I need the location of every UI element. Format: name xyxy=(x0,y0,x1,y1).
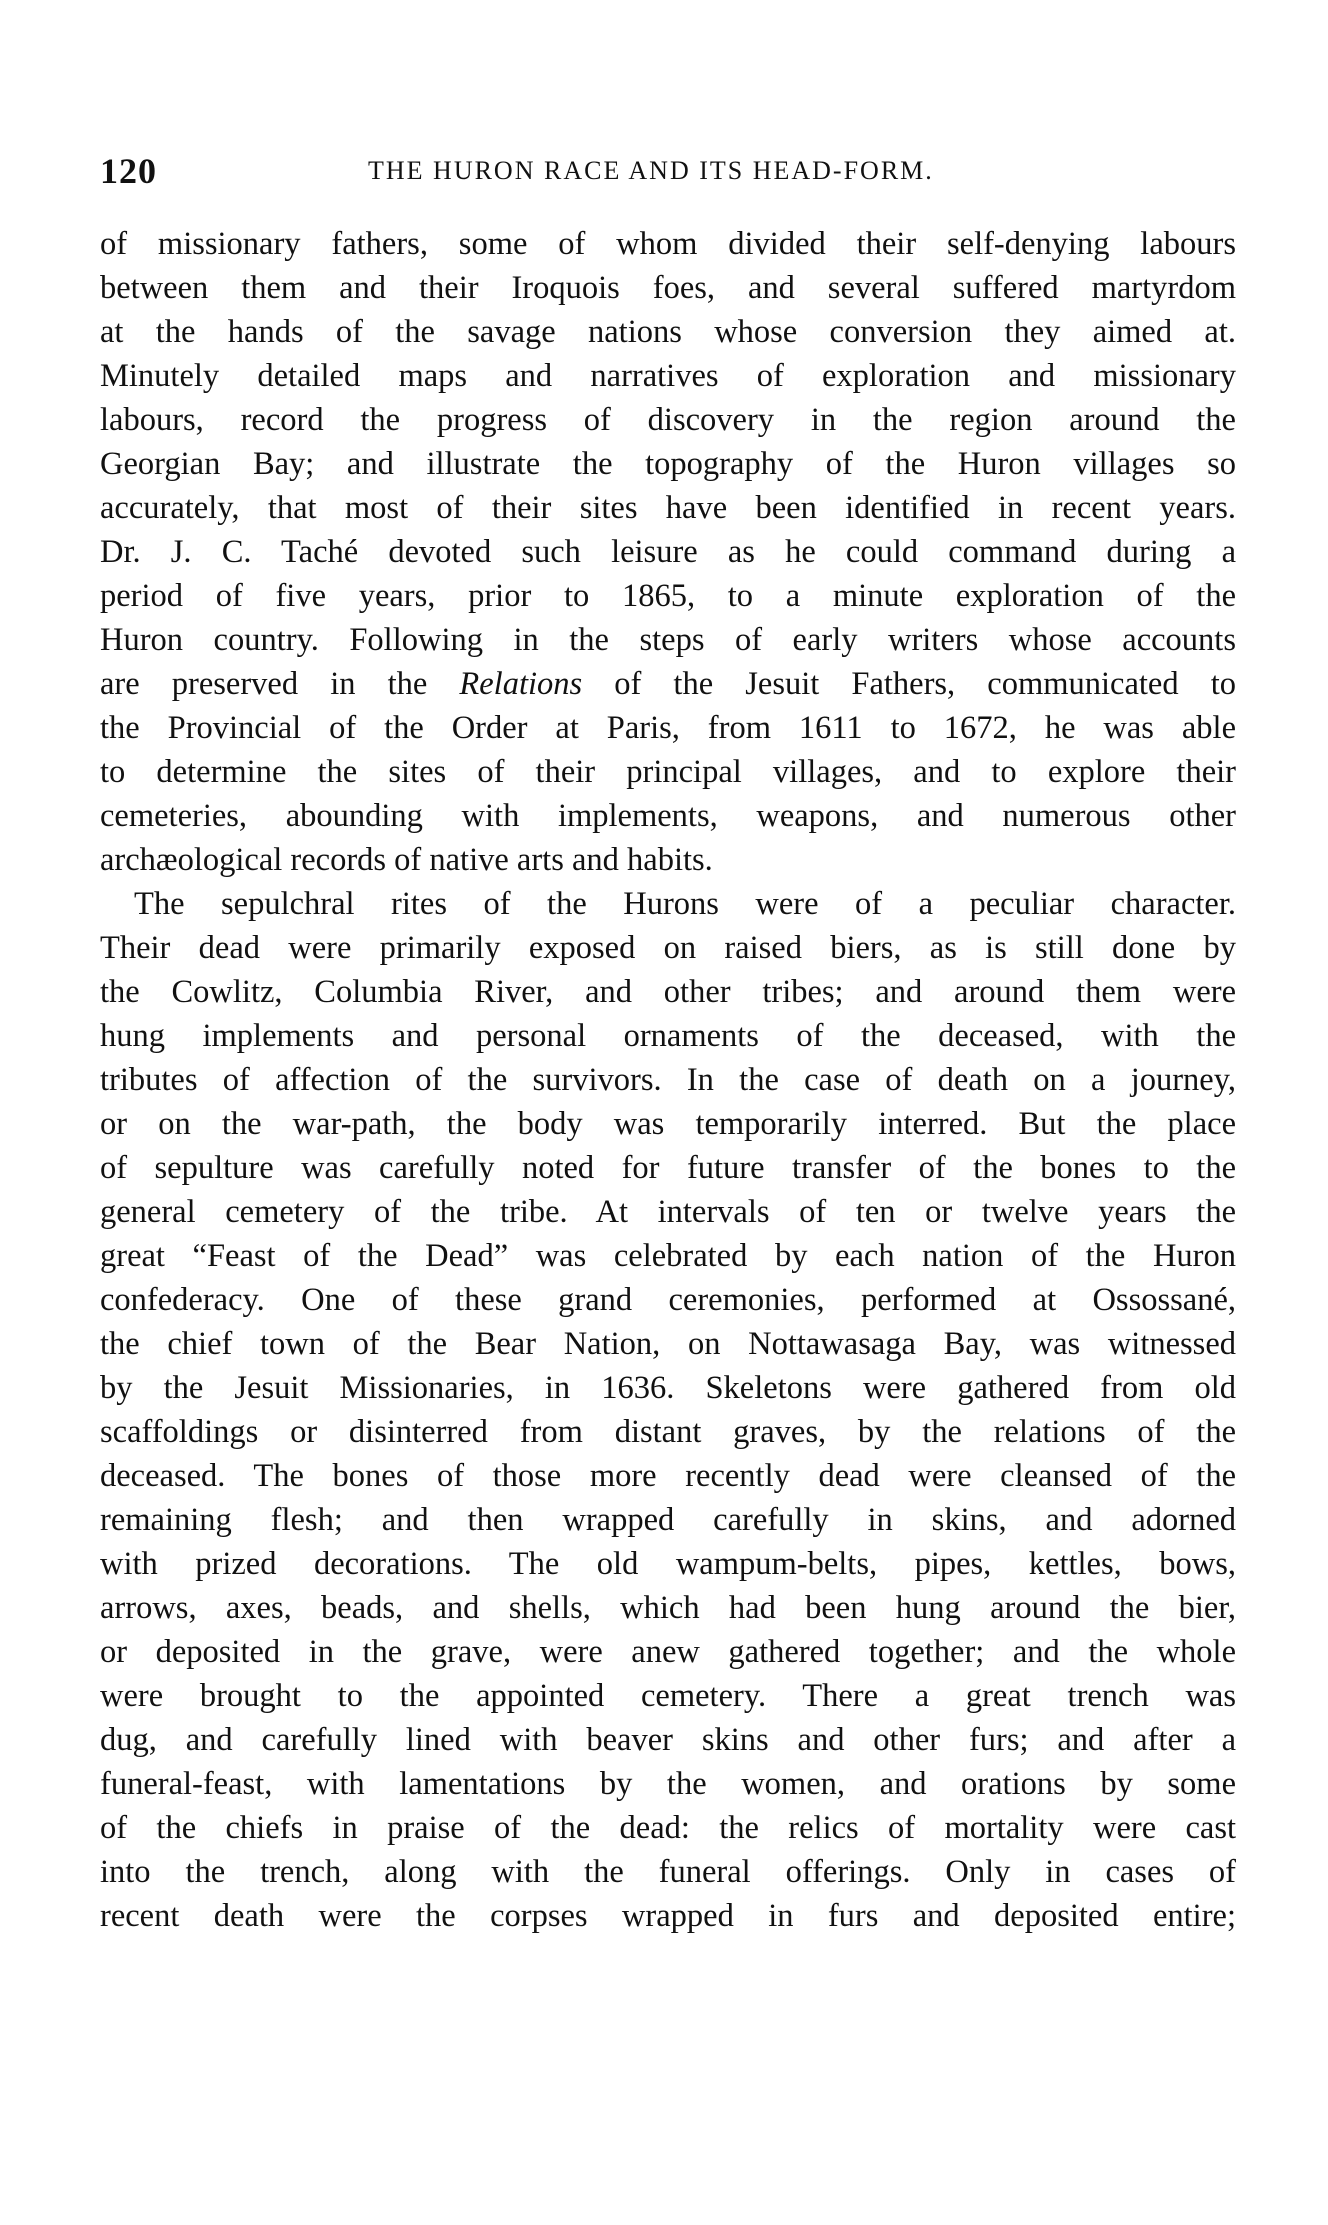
text-line: of the chiefs in praise of the dead: the relics of mortality were cast xyxy=(100,1810,1236,1846)
text-line: Minutely detailed maps and narratives of exploration and missionary xyxy=(100,358,1236,394)
text-line: confederacy. One of these grand ceremonies, performed at Ossossané, xyxy=(100,1282,1236,1318)
text-line: the Cowlitz, Columbia River, and other tribes; and around them were xyxy=(100,974,1236,1010)
text-line: period of five years, prior to 1865, to a minute exploration of the xyxy=(100,578,1236,614)
text-line: hung implements and personal ornaments of the deceased, with the xyxy=(100,1018,1236,1054)
text-line: The sepulchral rites of the Hurons were of a peculiar character. xyxy=(134,886,1236,922)
text-line: into the trench, along with the funeral offerings. Only in cases of xyxy=(100,1854,1236,1890)
text-line: deceased. The bones of those more recently dead were cleansed of the xyxy=(100,1458,1236,1494)
text-line: or on the war-path, the body was temporarily interred. But the place xyxy=(100,1106,1236,1142)
text-line: the chief town of the Bear Nation, on Nottawasaga Bay, was witnessed xyxy=(100,1326,1236,1362)
text-run: of the Jesuit Fathers, communicated to xyxy=(582,666,1236,702)
text-line: cemeteries, abounding with implements, weapons, and numerous other xyxy=(100,798,1236,834)
text-line: by the Jesuit Missionaries, in 1636. Skeletons were gathered from old xyxy=(100,1370,1236,1406)
text-line: with prized decorations. The old wampum-belts, pipes, kettles, bows, xyxy=(100,1546,1236,1582)
text-line: or deposited in the grave, were anew gathered together; and the whole xyxy=(100,1634,1236,1670)
text-line: general cemetery of the tribe. At intervals of ten or twelve years the xyxy=(100,1194,1236,1230)
text-line: scaffoldings or disinterred from distant graves, by the relations of the xyxy=(100,1414,1236,1450)
body-text xyxy=(100,222,1236,1938)
text-line: of sepulture was carefully noted for future transfer of the bones to the xyxy=(100,1150,1236,1186)
running-title: THE HURON RACE AND ITS HEAD-FORM. xyxy=(368,156,934,185)
text-line: the Provincial of the Order at Paris, from 1611 to 1672, he was able xyxy=(100,710,1236,746)
text-line: archæological records of native arts and habits. xyxy=(100,842,713,878)
text-line: remaining flesh; and then wrapped carefully in skins, and adorned xyxy=(100,1502,1236,1538)
text-line: at the hands of the savage nations whose conversion they aimed at. xyxy=(100,314,1236,350)
text-line: labours, record the progress of discovery in the region around the xyxy=(100,402,1236,438)
text-line: were brought to the appointed cemetery. There a great trench was xyxy=(100,1678,1236,1714)
text-line: to determine the sites of their principal villages, and to explore their xyxy=(100,754,1236,790)
text-line: accurately, that most of their sites have been identified in recent years. xyxy=(100,490,1236,526)
text-line: tributes of affection of the survivors. In the case of death on a journey, xyxy=(100,1062,1236,1098)
text-line: Georgian Bay; and illustrate the topography of the Huron villages so xyxy=(100,446,1236,482)
text-line: recent death were the corpses wrapped in furs and deposited entire; xyxy=(100,1898,1236,1934)
text-line: Dr. J. C. Taché devoted such leisure as he could command during a xyxy=(100,534,1236,570)
text-line: funeral-feast, with lamentations by the women, and orations by some xyxy=(100,1766,1236,1802)
paragraph xyxy=(100,882,1236,1938)
paragraph xyxy=(100,222,1236,882)
text-line: of missionary fathers, some of whom divided their self-denying labours xyxy=(100,226,1236,262)
text-line xyxy=(100,662,1236,706)
text-line: arrows, axes, beads, and shells, which had been hung around the bier, xyxy=(100,1590,1236,1626)
text-line: dug, and carefully lined with beaver skins and other furs; and after a xyxy=(100,1722,1236,1758)
text-run: are preserved in the xyxy=(100,666,460,702)
text-line: great “Feast of the Dead” was celebrated by each nation of the Huron xyxy=(100,1238,1236,1274)
italic-title: Relations xyxy=(459,666,583,702)
page-number: 120 xyxy=(100,151,157,191)
text-line: between them and their Iroquois foes, and several suffered martyrdom xyxy=(100,270,1236,306)
page-header xyxy=(100,150,1240,194)
text-line: Their dead were primarily exposed on raised biers, as is still done by xyxy=(100,930,1236,966)
text-line: Huron country. Following in the steps of early writers whose accounts xyxy=(100,622,1236,658)
